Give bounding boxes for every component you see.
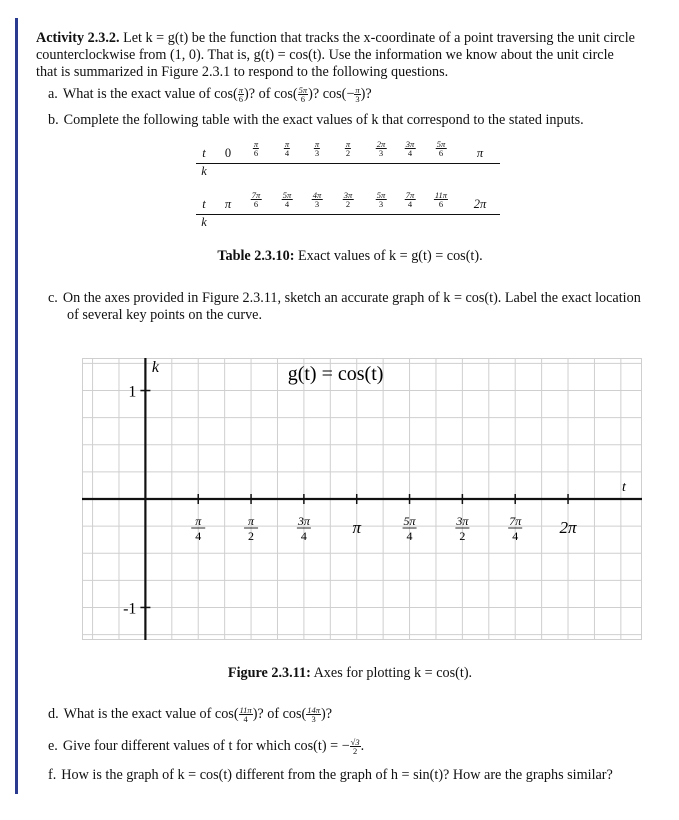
- intro-line-3: that is summarized in Figure 2.3.1 to respond to the following questions.: [36, 64, 449, 80]
- question-a: a. What is the exact value of cos( $\frac{\pi}{6}$ )? of cos( $\frac{5\pi}{6}$ )? cos(− $\frac{\pi}{3}$ )?: [48, 85, 372, 105]
- table1-input-0: 0: [224, 146, 232, 160]
- intro-line-2: counterclockwise from (1, 0). That is, g(t) = cos(t). Use the information we know about the unit circle: [36, 47, 614, 63]
- table1-input-4: $\frac{\pi}{2}$: [345, 139, 351, 158]
- question-e: e. Give four different values of t for which cos(t) = − $\frac{√3}{2}$ .: [48, 737, 365, 757]
- table-caption: Table 2.3.10: Exact values of k = g(t) = cos(t).: [217, 248, 483, 264]
- x-tick-label-numerator: π: [248, 514, 255, 528]
- table1-input-5: $\frac{2\pi}{3}$: [376, 139, 386, 158]
- question-b: b. Complete the following table with the exact values of k that correspond to the stated inputs.: [48, 112, 584, 128]
- x-tick-label-numerator: 5π: [403, 514, 416, 528]
- x-tick-label-numerator: 3π: [456, 514, 469, 528]
- intro-line-1: Let k = g(t) be the function that tracks the x-coordinate of a point traversing the unit circle: [123, 30, 635, 46]
- fraction: $\frac{5\pi}{6}$: [298, 85, 308, 105]
- x-tick-label-denominator: 4: [195, 529, 202, 543]
- table2-input-6: $\frac{7\pi}{4}$: [405, 190, 415, 209]
- fraction: $\frac{\pi}{6}$: [238, 85, 244, 105]
- graph-title: g(t) = cos(t): [287, 363, 384, 385]
- fraction: $\frac{14\pi}{3}$: [307, 705, 321, 725]
- x-tick-label-denominator: 4: [512, 529, 519, 543]
- table2-t-label: t: [202, 197, 206, 211]
- table2-input-8: 2π: [473, 197, 487, 211]
- activity-intro: [36, 30, 666, 81]
- y-tick-label: 1: [128, 383, 137, 401]
- fraction: $\frac{√3}{2}$: [350, 737, 360, 757]
- x-tick-label-denominator: 4: [300, 529, 307, 543]
- x-tick-label-numerator: 3π: [297, 514, 310, 528]
- table1-input-1: $\frac{\pi}{6}$: [253, 139, 259, 158]
- table1-k-label: k: [201, 164, 207, 178]
- cos-graph-axes: [82, 358, 642, 640]
- table1-input-3: $\frac{\pi}{3}$: [314, 139, 320, 158]
- question-d: d. What is the exact value of cos( $\frac{11\pi}{4}$ )? of cos( $\frac{14\pi}{3}$ )?: [48, 705, 333, 725]
- x-tick-label: 2π: [559, 518, 577, 537]
- x-tick-label-numerator: π: [195, 514, 202, 528]
- table1-input-2: $\frac{\pi}{4}$: [284, 139, 290, 158]
- table2-k-label: k: [201, 215, 207, 229]
- table2-rule: [196, 214, 500, 215]
- question-c: c. On the axes provided in Figure 2.3.11, sketch an accurate graph of k = cos(t). Label the exact location of several key points on the curve.: [48, 290, 641, 323]
- table2-input-1: $\frac{7\pi}{6}$: [251, 190, 261, 209]
- figure-caption: Figure 2.3.11: Axes for plotting k = cos(t).: [227, 665, 473, 681]
- x-tick-label-denominator: 2: [248, 529, 255, 543]
- table2-input-7: $\frac{11\pi}{6}$: [434, 190, 448, 209]
- x-tick-label-denominator: 4: [406, 529, 413, 543]
- y-tick-label: -1: [123, 600, 137, 618]
- table1-input-7: $\frac{5\pi}{6}$: [436, 139, 446, 158]
- x-tick-label-denominator: 2: [459, 529, 466, 543]
- question-f: f. How is the graph of k = cos(t) different from the graph of h = sin(t)? How are the graphs similar?: [48, 767, 613, 783]
- table2-input-2: $\frac{5\pi}{4}$: [282, 190, 292, 209]
- table2-input-3: $\frac{4\pi}{3}$: [312, 190, 322, 209]
- table1-rule: [196, 163, 500, 164]
- table2-input-0: π: [224, 197, 232, 211]
- fraction: $\frac{11\pi}{4}$: [239, 705, 252, 725]
- x-axis-label: t: [622, 480, 626, 495]
- table2-input-5: $\frac{5\pi}{3}$: [376, 190, 386, 209]
- y-axis-label: k: [151, 359, 159, 376]
- table1-input-6: $\frac{3\pi}{4}$: [405, 139, 415, 158]
- table1-t-label: t: [202, 146, 206, 160]
- x-tick-label: π: [352, 518, 361, 537]
- table1-input-8: π: [476, 146, 484, 160]
- table2-input-4: $\frac{3\pi}{2}$: [343, 190, 353, 209]
- x-tick-label-numerator: 7π: [509, 514, 522, 528]
- activity-label: Activity 2.3.2.: [36, 30, 120, 46]
- left-margin-bar: [15, 18, 18, 794]
- fraction: $\frac{\pi}{3}$: [355, 85, 360, 105]
